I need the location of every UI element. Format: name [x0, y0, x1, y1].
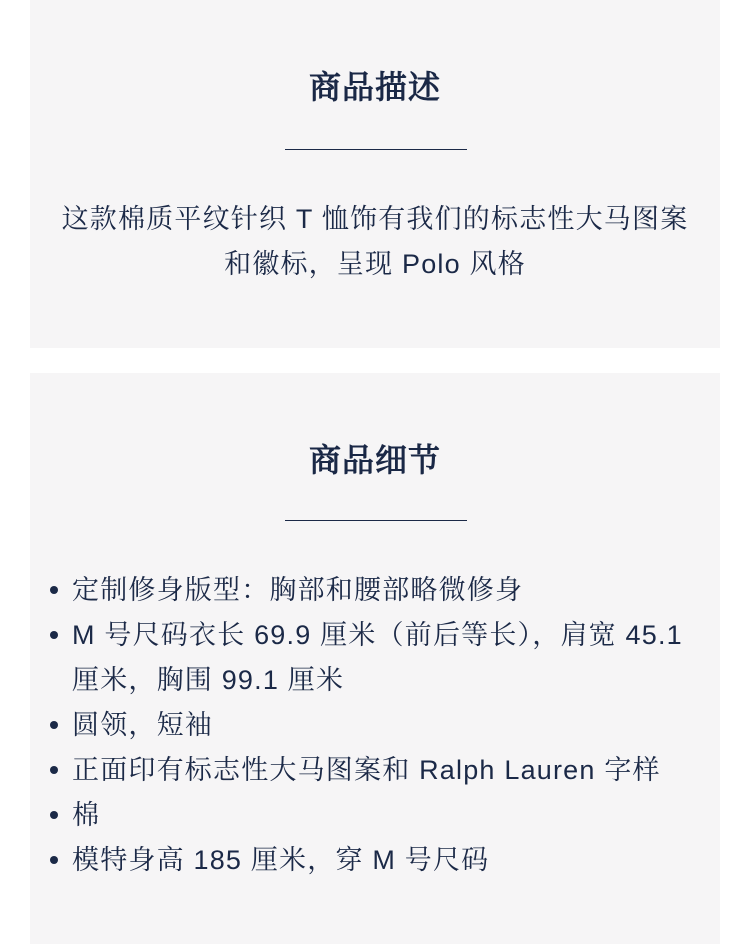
list-item — [72, 748, 692, 793]
list-item — [72, 793, 692, 838]
bullet-icon — [50, 811, 58, 819]
bullet-icon — [50, 631, 58, 639]
bullet-icon — [50, 766, 58, 774]
product-description-card — [30, 0, 720, 348]
list-item — [72, 703, 692, 748]
product-details-card — [30, 373, 720, 944]
list-item-text: 正面印有标志性大马图案和 Ralph Lauren 字样 — [72, 755, 661, 785]
title-divider — [285, 149, 467, 150]
title-divider — [285, 520, 467, 521]
list-item — [72, 838, 692, 883]
description-title: 商品描述 — [308, 69, 441, 105]
list-item-text: 定制修身版型：胸部和腰部略微修身 — [72, 575, 524, 605]
details-list — [72, 568, 692, 883]
list-item-text: 棉 — [72, 800, 101, 830]
bullet-icon — [50, 586, 58, 594]
description-text: 这款棉质平纹针织 T 恤饰有我们的标志性大马图案和徽标，呈现 Polo 风格 — [61, 204, 689, 279]
list-item — [72, 568, 692, 613]
list-item-text: 圆领，短袖 — [72, 710, 213, 740]
details-title: 商品细节 — [308, 442, 441, 478]
bullet-icon — [50, 721, 58, 729]
list-item — [72, 613, 692, 703]
list-item-text: 模特身高 185 厘米，穿 M 号尺码 — [72, 845, 490, 875]
bullet-icon — [50, 856, 58, 864]
list-item-text: M 号尺码衣长 69.9 厘米（前后等长），肩宽 45.1 厘米，胸围 99.1 厘米 — [72, 620, 683, 695]
